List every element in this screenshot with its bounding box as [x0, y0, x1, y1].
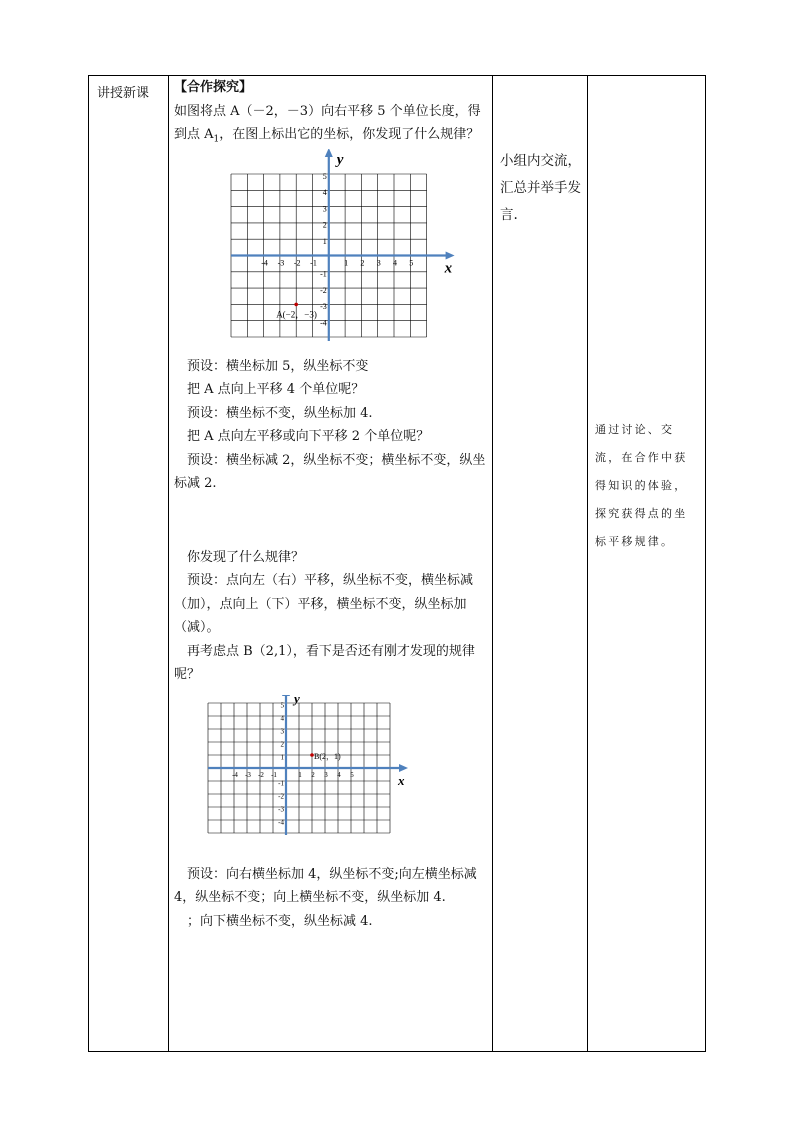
- y-tick-label: 2: [280, 739, 284, 748]
- coordinate-grid-b: [174, 695, 484, 845]
- answer-rule: 预设：点向左（右）平移，纵坐标不变，横坐标减（加），点向上（下）平移，横坐标不变，纵坐标加（减）。: [174, 573, 474, 635]
- coordinate-grid-a: [174, 149, 484, 341]
- y-tick-label: -3: [278, 804, 284, 813]
- point-label: B(2，1): [314, 751, 341, 761]
- x-axis-label: x: [444, 260, 453, 276]
- x-axis-arrow-icon: [446, 251, 455, 259]
- x-tick-label: 4: [393, 258, 397, 267]
- question-rule: 你发现了什么规律？: [187, 549, 305, 565]
- point-label: A(−2，−3): [276, 308, 317, 319]
- x-tick-label: -4: [232, 770, 238, 779]
- design-intent: 通过讨论、交流，在合作中获得知识的体验，探究获得点的坐标平移规律。: [595, 423, 688, 548]
- consider-point-b: 再考虑点 B（2,1），看下是否还有刚才发现的规律呢？: [174, 643, 475, 682]
- answer-up-shift: 预设：横坐标不变，纵坐标加 4.: [187, 405, 373, 421]
- stage-label: 讲授新课: [97, 86, 150, 101]
- x-tick-label: -3: [277, 258, 285, 267]
- y-tick-label: -3: [320, 301, 327, 311]
- question-up-shift: 把 A 点向上平移 4 个单位呢？: [187, 382, 365, 397]
- final-answer: 预设：向右横坐标加 4，纵坐标不变;向左横坐标减 4，纵坐标不变；向上横坐标不变，纵坐标加 4.: [174, 866, 477, 905]
- x-axis-arrow-icon: [399, 764, 408, 772]
- x-tick-label: 5: [409, 258, 414, 267]
- y-tick-label: 5: [280, 700, 284, 709]
- lesson-table: [88, 75, 706, 1052]
- y-tick-label: 2: [322, 220, 327, 230]
- x-tick-label: 3: [324, 770, 328, 779]
- y-tick-label: 4: [280, 713, 284, 722]
- x-tick-label: 1: [298, 770, 302, 779]
- section-heading: 【合作探究】: [174, 80, 253, 95]
- x-tick-label: -2: [258, 770, 264, 779]
- x-tick-label: 3: [376, 258, 381, 267]
- y-tick-label: -2: [278, 791, 284, 800]
- x-tick-label: 1: [344, 258, 349, 267]
- x-tick-label: -3: [245, 770, 251, 779]
- intro-question: 如图将点 A（－2，－3）向右平移 5 个单位长度，得到点 $A_1$，在图上标出它的坐标，你发现了什么规律？: [174, 103, 481, 145]
- x-tick-label: 5: [350, 770, 354, 779]
- x-axis-label: x: [398, 772, 405, 788]
- x-tick-label: 2: [360, 258, 365, 267]
- y-tick-label: -4: [320, 318, 327, 327]
- y-axis-label: y: [294, 694, 300, 706]
- y-tick-label: -2: [320, 285, 327, 295]
- y-axis-arrow-icon: [282, 695, 290, 696]
- y-tick-label: 3: [280, 726, 284, 735]
- y-axis-arrow-icon: [325, 149, 333, 157]
- x-tick-label: -4: [261, 258, 268, 267]
- y-tick-label: -4: [278, 817, 284, 826]
- x-tick-label: -1: [310, 258, 317, 267]
- y-tick-label: -1: [320, 269, 327, 279]
- final-answer-tail: ；向下横坐标不变，纵坐标减 4.: [187, 913, 373, 929]
- x-tick-label: 4: [337, 770, 341, 779]
- student-activity: 小组内交流，汇总并举手发言.: [500, 153, 581, 223]
- y-tick-label: 3: [322, 203, 327, 213]
- y-tick-label: 1: [280, 752, 284, 761]
- point-marker: [294, 302, 298, 306]
- x-tick-label: -1: [271, 770, 277, 779]
- x-tick-label: -2: [293, 258, 301, 267]
- y-tick-label: 5: [322, 171, 327, 181]
- answer-right-shift: 预设：横坐标加 5，纵坐标不变: [187, 358, 369, 374]
- y-tick-label: -1: [278, 778, 284, 787]
- y-tick-label: 4: [322, 187, 327, 197]
- y-tick-label: 1: [322, 236, 327, 246]
- teaching-content: [168, 76, 492, 933]
- y-axis-label: y: [336, 151, 344, 168]
- answer-left-down-shift: 预设：横坐标减 2，纵坐标不变；横坐标不变，纵坐标减 2.: [174, 452, 486, 491]
- question-left-down-shift: 把 A 点向左平移或向下平移 2 个单位呢？: [187, 429, 430, 444]
- x-tick-label: 2: [311, 770, 315, 779]
